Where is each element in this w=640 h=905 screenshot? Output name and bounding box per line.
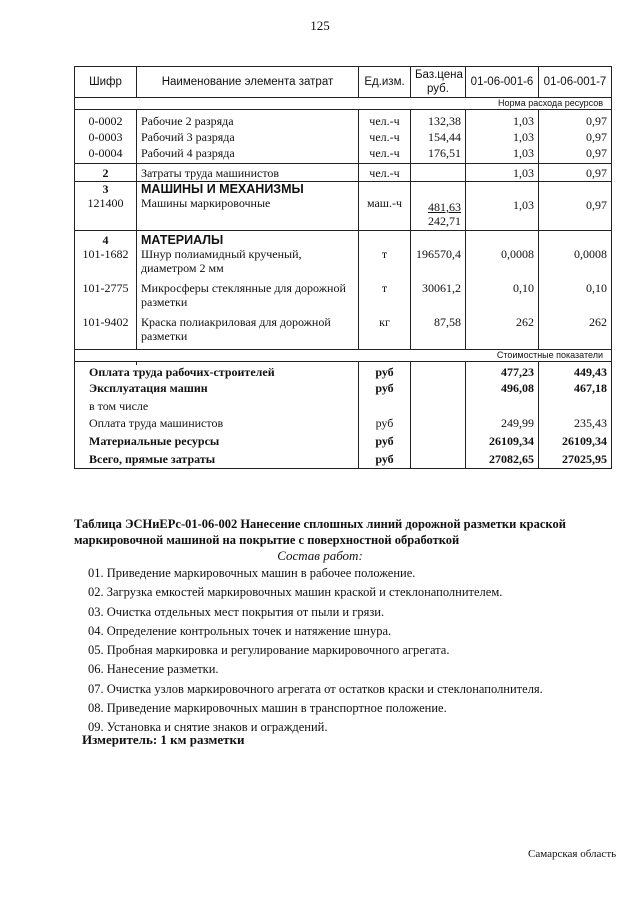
row-name: Рабочий 4 разряда xyxy=(137,146,359,164)
summary-value-1: 496,08 xyxy=(466,379,539,397)
row-value-2: 0,97 xyxy=(539,128,612,146)
price-machinist: 242,71 xyxy=(428,214,461,228)
region-footer: Самарская область xyxy=(528,848,617,860)
row-name: Краска полиакриловая для дорожной разметки xyxy=(137,315,359,349)
machines-section-row xyxy=(75,182,612,197)
row-price: 132,38 xyxy=(411,114,466,128)
resource-table xyxy=(74,66,612,469)
cost-label: Стоимостные показатели xyxy=(75,349,612,361)
row-value-2: 0,0008 xyxy=(539,247,612,281)
section-code: 4 xyxy=(75,231,137,248)
row-value-1: 262 xyxy=(466,315,539,349)
row-name: Рабочие 2 разряда xyxy=(137,114,359,128)
row-code: 101-1682 xyxy=(75,247,137,281)
row-value-1: 1,03 xyxy=(466,146,539,164)
work-steps-list xyxy=(88,564,608,738)
header-unit: Ед.изм. xyxy=(359,67,411,98)
summary-row xyxy=(75,432,612,450)
summary-name: Эксплуатация машин xyxy=(75,379,359,397)
row-value-2: 0,97 xyxy=(539,146,612,164)
summary-unit: руб xyxy=(359,450,411,468)
summary-unit: руб xyxy=(359,365,411,379)
table-row xyxy=(75,196,612,231)
summary-unit: руб xyxy=(359,432,411,450)
summary-value-2: 449,43 xyxy=(539,365,612,379)
table-row xyxy=(75,114,612,128)
row-code: 0-0004 xyxy=(75,146,137,164)
row-value-1: 1,03 xyxy=(466,196,539,231)
list-item: 02. Загрузка емкостей маркировочных машин краской и стеклонаполнителем. xyxy=(88,585,503,600)
table-row xyxy=(75,247,612,281)
summary-value-2: 26109,34 xyxy=(539,432,612,450)
summary-row xyxy=(75,397,612,414)
row-code: 101-2775 xyxy=(75,281,137,315)
summary-row xyxy=(75,365,612,379)
summary-value-1: 249,99 xyxy=(466,414,539,432)
list-item: 06. Нанесение разметки. xyxy=(88,662,219,677)
table-header-row xyxy=(75,67,612,98)
row-code: 0-0003 xyxy=(75,128,137,146)
header-col1: 01-06-001-6 xyxy=(466,67,539,98)
row-code: 121400 xyxy=(75,196,137,231)
row-price: 196570,4 xyxy=(411,247,466,281)
row-unit: чел.-ч xyxy=(359,164,411,182)
list-item: 05. Пробная маркировка и регулирование маркировочного агрегата. xyxy=(88,643,450,658)
row-price: 30061,2 xyxy=(411,281,466,315)
summary-value-1: 26109,34 xyxy=(466,432,539,450)
row-unit: т xyxy=(359,281,411,315)
table-row xyxy=(75,281,612,315)
section-title: МАШИНЫ И МЕХАНИЗМЫ xyxy=(137,182,359,197)
list-item: 03. Очистка отдельных мест покрытия от пыли и грязи. xyxy=(88,604,385,619)
table-title-line-1: Таблица ЭСНиЕРс-01-06-002 Нанесение сплошных линий дорожной разметки краской xyxy=(74,517,566,531)
row-unit: чел.-ч xyxy=(359,128,411,146)
row-unit: чел.-ч xyxy=(359,114,411,128)
summary-value-1: 27082,65 xyxy=(466,450,539,468)
row-price: 87,58 xyxy=(411,315,466,349)
summary-unit: руб xyxy=(359,379,411,397)
page-number: 125 xyxy=(310,18,330,33)
header-code: Шифр xyxy=(75,67,137,98)
summary-name: Всего, прямые затраты xyxy=(75,450,359,468)
row-value-1: 0,0008 xyxy=(466,247,539,281)
header-name: Наименование элемента затрат xyxy=(137,67,359,98)
row-name: Машины маркировочные xyxy=(137,196,359,231)
list-item: 01. Приведение маркировочных машин в рабочее положение. xyxy=(88,566,416,580)
section-code: 3 xyxy=(75,182,137,197)
row-value-1: 0,10 xyxy=(466,281,539,315)
summary-row xyxy=(75,379,612,397)
summary-row xyxy=(75,450,612,468)
row-unit: чел.-ч xyxy=(359,146,411,164)
row-code: 2 xyxy=(75,164,137,182)
materials-section-row xyxy=(75,231,612,248)
row-value-2: 0,10 xyxy=(539,281,612,315)
row-unit: т xyxy=(359,247,411,281)
row-value-1: 1,03 xyxy=(466,114,539,128)
row-name: Шнур полиамидный крученый, диаметром 2 мм xyxy=(137,247,359,281)
header-price: Баз.цена руб. xyxy=(411,67,466,98)
list-item: 07. Очистка узлов маркировочного агрегата от остатков краски и стеклонаполнителя. xyxy=(88,681,543,696)
summary-name: Материальные ресурсы xyxy=(75,432,359,450)
summary-row xyxy=(75,414,612,432)
summary-value-1: 477,23 xyxy=(466,365,539,379)
row-price xyxy=(411,196,466,231)
list-item: 04. Определение контрольных точек и натяжение шнура. xyxy=(88,623,392,638)
measure-unit: Измеритель: 1 км разметки xyxy=(82,732,245,747)
summary-name: Оплата труда рабочих-строителей xyxy=(75,365,359,379)
row-name: Затраты труда машинистов xyxy=(137,164,359,182)
list-item: 08. Приведение маркировочных машин в транспортное положение. xyxy=(88,701,447,716)
table-row xyxy=(75,146,612,164)
section-title: МАТЕРИАЛЫ xyxy=(137,231,359,248)
row-name: Микросферы стеклянные для дорожной разметки xyxy=(137,281,359,315)
row-value-2: 262 xyxy=(539,315,612,349)
norm-label: Норма расхода ресурсов xyxy=(75,98,612,110)
row-value-2: 0,97 xyxy=(539,164,612,182)
row-unit: маш.-ч xyxy=(359,196,411,231)
summary-name: в том числе xyxy=(75,397,359,414)
row-code: 101-9402 xyxy=(75,315,137,349)
table-row xyxy=(75,128,612,146)
summary-unit: руб xyxy=(359,414,411,432)
row-value-1: 1,03 xyxy=(466,164,539,182)
price-machine: 481,63 xyxy=(428,200,461,214)
list-item: 09. Установка и снятие знаков и ограждений. xyxy=(88,720,328,735)
works-title: Состав работ: xyxy=(277,548,363,563)
summary-value-2: 27025,95 xyxy=(539,450,612,468)
summary-name: Оплата труда машинистов xyxy=(75,414,359,432)
row-code: 0-0002 xyxy=(75,114,137,128)
row-unit: кг xyxy=(359,315,411,349)
row-price: 154,44 xyxy=(411,128,466,146)
summary-value-2: 235,43 xyxy=(539,414,612,432)
summary-value-2: 467,18 xyxy=(539,379,612,397)
row-price: 176,51 xyxy=(411,146,466,164)
row-value-1: 1,03 xyxy=(466,128,539,146)
row-value-2: 0,97 xyxy=(539,114,612,128)
machinist-row xyxy=(75,164,612,182)
table-title-line-2: маркировочной машиной на покрытие с поверхностной обработкой xyxy=(74,533,460,547)
row-name: Рабочий 3 разряда xyxy=(137,128,359,146)
table-title xyxy=(74,516,614,548)
header-col2: 01-06-001-7 xyxy=(539,67,612,98)
row-value-2: 0,97 xyxy=(539,196,612,231)
table-row xyxy=(75,315,612,349)
